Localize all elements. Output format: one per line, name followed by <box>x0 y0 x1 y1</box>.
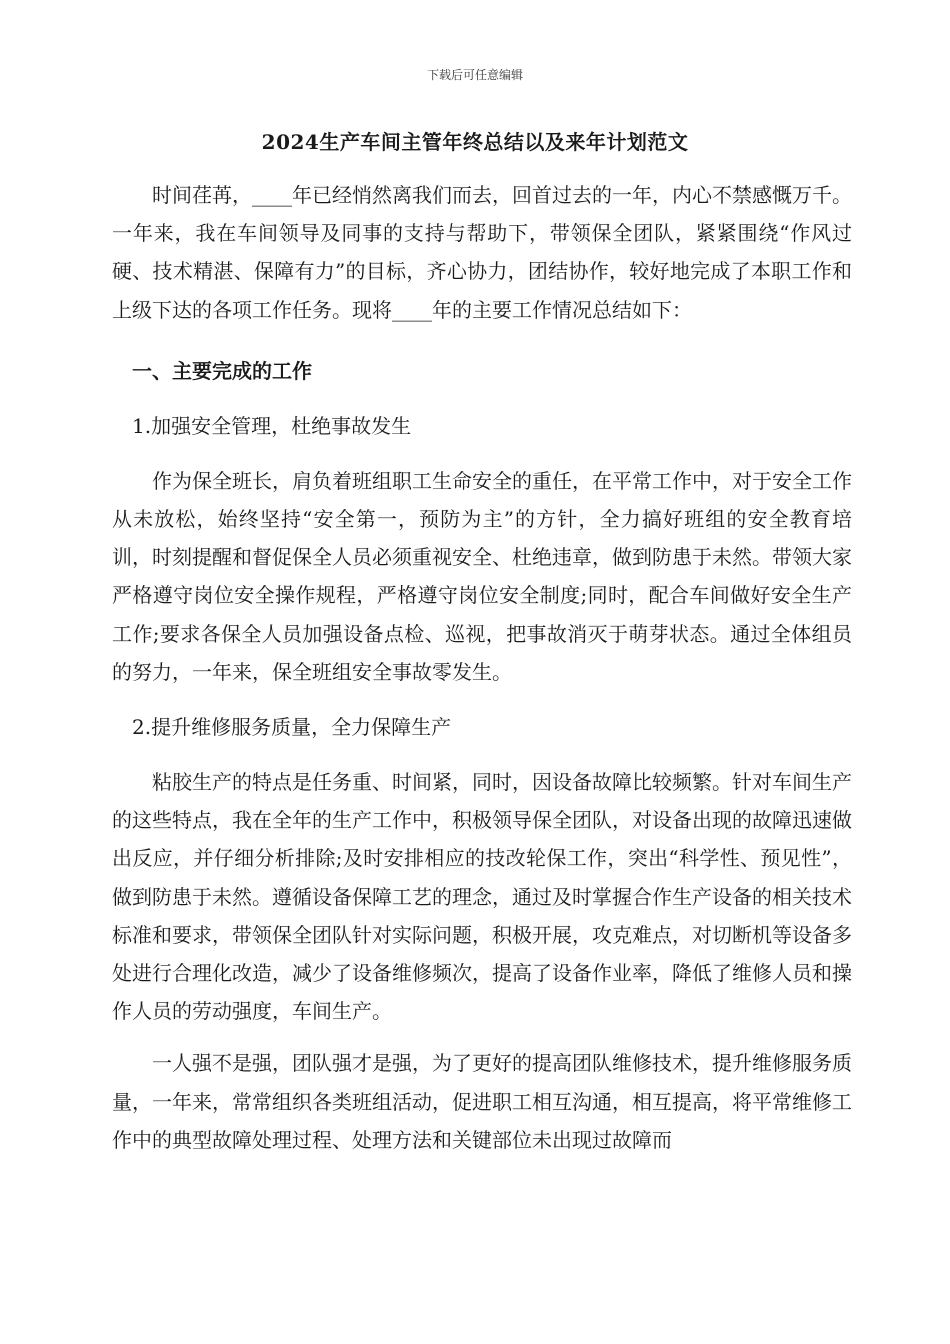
item-paragraph: 一人强不是强，团队强才是强，为了更好的提高团队维修技术，提升维修服务质量，一年来，常常组织各类班组活动，促进职工相互沟通，相互提高，将平常维修工作中的典型故障处理过程、处理方法和关键部位未出现过故障而 <box>112 1051 852 1152</box>
item-heading: 2.提升维修服务质量，全力保障生产 <box>132 715 452 740</box>
document-body <box>112 176 852 1159</box>
header-note: 下载后可任意编辑 <box>426 68 523 82</box>
page-title: 2024生产车间主管年终总结以及来年计划范文 <box>261 130 689 154</box>
section-heading: 一、主要完成的工作 <box>132 358 312 383</box>
item-paragraph: 粘胶生产的特点是任务重、时间紧，同时，因设备故障比较频繁。针对车间生产的这些特点，我在全年的生产工作中，积极领导保全团队，对设备出现的故障迅速做出反应，并仔细分析排除;及时安排相应的技改轮保工作，突出“科学性、预见性”，做到防患于未然。遵循设备保障工艺的理念，通过及时掌握合作生产设备的相关技术标准和要求，带领保全团队针对实际问题，积极开展，攻克难点，对切断机等设备多处进行合理化改造，减少了设备维修频次，提高了设备作业率，降低了维修人员和操作人员的劳动强度，车间生产。 <box>112 770 852 1024</box>
item-heading: 1.加强安全管理，杜绝事故发生 <box>132 413 412 438</box>
item-paragraph: 作为保全班长，肩负着班组职工生命安全的重任，在平常工作中，对于安全工作从未放松，始终坚持“安全第一，预防为主”的方针，全力搞好班组的安全教育培训，时刻提醒和督促保全人员必须重视安全、杜绝违章，做到防患于未然。带领大家严格遵守岗位安全操作规程，严格遵守岗位安全制度;同时，配合车间做好安全生产工作;要求各保全人员加强设备点检、巡视，把事故消灭于萌芽状态。通过全体组员的努力，一年来，保全班组安全事故零发生。 <box>112 468 852 684</box>
intro-paragraph: 时间荏苒，____年已经悄然离我们而去，回首过去的一年，内心不禁感慨万千。一年来，我在车间领导及同事的支持与帮助下，带领保全团队，紧紧围绕“作风过硬、技术精湛、保障有力”的目标，齐心协力，团结协作，较好地完成了本职工作和上级下达的各项工作任务。现将____年的主要工作情况总结如下： <box>112 183 852 322</box>
